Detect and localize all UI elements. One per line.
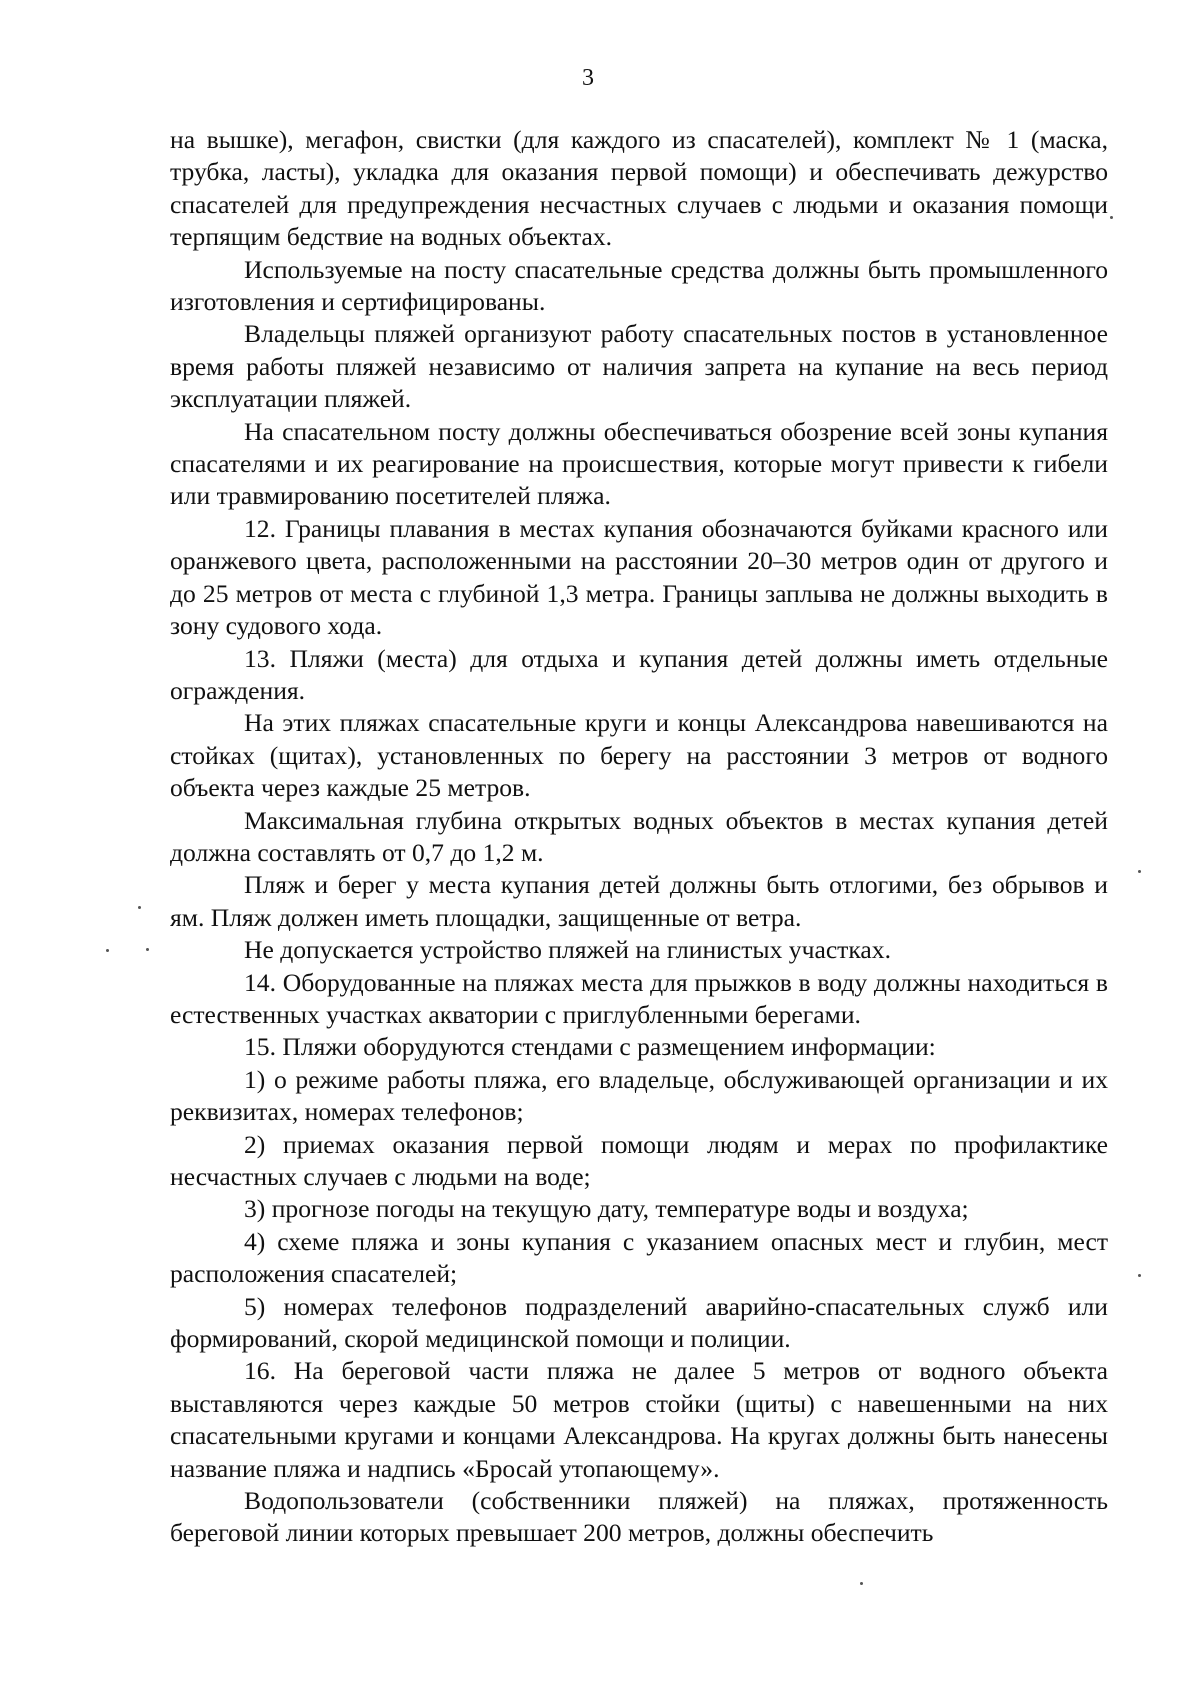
list-item: 5) номерах телефонов подразделений аварийно-спасательных служб или формирований, скорой медицинской помощи и полиции. xyxy=(170,1291,1108,1354)
scan-speck xyxy=(1110,216,1113,219)
document-body xyxy=(170,124,1108,1550)
page-number: 3 xyxy=(582,65,594,91)
scan-speck xyxy=(860,1582,863,1585)
paragraph: Владельцы пляжей организуют работу спасательных постов в установленное время работы пляжей независимо от наличия запрета на купание на весь период эксплуатации пляжей. xyxy=(170,319,1108,414)
list-item: 1) о режиме работы пляжа, его владельце, обслуживающей организации и их реквизитах, номерах телефонов; xyxy=(170,1064,1108,1127)
paragraph: Используемые на посту спасательные средства должны быть промышленного изготовления и сертифицированы. xyxy=(170,254,1108,317)
scan-speck xyxy=(1138,870,1141,873)
scan-speck xyxy=(1138,1274,1141,1277)
scan-speck xyxy=(106,949,109,952)
scan-speck xyxy=(146,948,149,951)
paragraph: На спасательном посту должны обеспечиваться обозрение всей зоны купания спасателями и их реагирование на происшествия, которые могут привести к гибели или травмированию посетителей пляжа. xyxy=(170,416,1108,511)
paragraph: 16. На береговой части пляжа не далее 5 метров от водного объекта выставляются через каждые 50 метров стойки (щиты) с навешенными на них спасательными кругами и концами Александрова. На кругах должны быть нанесены название пляжа и надпись «Бросай утопающему». xyxy=(170,1356,1108,1483)
paragraph: Водопользователи (собственники пляжей) на пляжах, протяженность береговой линии которых превышает 200 метров, должны обеспечить xyxy=(170,1486,1108,1548)
paragraph: 12. Границы плавания в местах купания обозначаются буйками красного или оранжевого цвета, расположенными на расстоянии 20–30 метров один от другого и до 25 метров от места с глубиной 1,3 метра. Границы заплыва не должны выходить в зону судового хода. xyxy=(170,513,1108,641)
list-item: 3) прогнозе погоды на текущую дату, температуре воды и воздуха; xyxy=(244,1194,969,1224)
paragraph: Не допускается устройство пляжей на глинистых участках. xyxy=(244,935,891,965)
paragraph: На этих пляжах спасательные круги и концы Александрова навешиваются на стойках (щитах), установленных по берегу на расстоянии 3 метров от водного объекта через каждые 25 метров. xyxy=(170,708,1108,803)
paragraph: Максимальная глубина открытых водных объектов в местах купания детей должна составлять от 0,7 до 1,2 м. xyxy=(170,805,1108,867)
paragraph: 13. Пляжи (места) для отдыха и купания детей должны иметь отдельные ограждения. xyxy=(170,643,1108,705)
paragraph: Пляж и берег у места купания детей должны быть отлогими, без обрывов и ям. Пляж должен иметь площадки, защищенные от ветра. xyxy=(170,870,1108,932)
paragraph: 15. Пляжи оборудуются стендами с размещением информации: xyxy=(244,1032,936,1062)
list-item: 4) схеме пляжа и зоны купания с указанием опасных мест и глубин, мест расположения спасателей; xyxy=(170,1226,1108,1289)
paragraph: на вышке), мегафон, свистки (для каждого из спасателей), комплект № 1 (маска, трубка, ласты), укладка для оказания первой помощи) и обеспечивать дежурство спасателей для предупреждения несчастных случаев с людьми и оказания помощи терпящим бедствие на водных объектах. xyxy=(170,125,1108,252)
paragraph: 14. Оборудованные на пляжах места для прыжков в воду должны находиться в естественных участках акватории с приглубленными берегами. xyxy=(170,967,1108,1029)
list-item: 2) приемах оказания первой помощи людям и мерах по профилактике несчастных случаев с людьми на воде; xyxy=(170,1129,1108,1191)
scan-speck xyxy=(138,906,141,909)
